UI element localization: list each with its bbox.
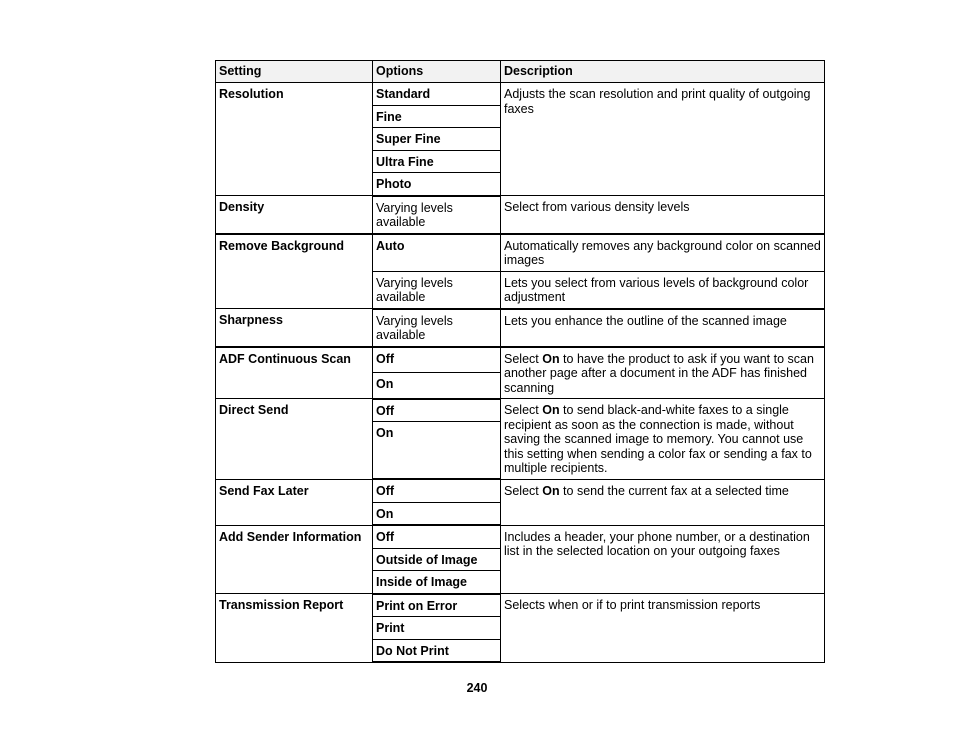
description-text: Select <box>504 483 543 498</box>
option-cell: Print on Error <box>373 594 501 617</box>
table-row <box>216 525 825 548</box>
setting-transmission-report: Transmission Report <box>216 594 373 663</box>
settings-table <box>215 60 825 663</box>
option-cell: Off <box>373 479 501 502</box>
page-number: 240 <box>466 681 488 695</box>
option-cell: Outside of Image <box>373 548 501 571</box>
option-cell: Ultra Fine <box>373 150 501 173</box>
option-cell: Standard <box>373 83 501 106</box>
description-transmission-report: Selects when or if to print transmission reports <box>501 594 825 663</box>
description-add-sender-information: Includes a header, your phone number, or a destination list in the selected location on your outgoing faxes <box>501 525 825 594</box>
option-cell: Varying levels available <box>373 271 501 309</box>
description-remove-background-levels: Lets you select from various levels of background color adjustment <box>501 271 825 309</box>
setting-add-sender-information: Add Sender Information <box>216 525 373 594</box>
description-text: to have the product to ask if you want to scan another page after a document in the ADF has finished scanning <box>504 351 814 395</box>
option-cell: Varying levels available <box>373 309 501 347</box>
setting-density: Density <box>216 196 373 234</box>
option-cell: On <box>373 502 501 525</box>
description-text: Select <box>504 351 543 366</box>
option-cell: Super Fine <box>373 128 501 151</box>
table-row <box>216 399 825 422</box>
option-cell: On <box>373 422 501 480</box>
setting-sharpness: Sharpness <box>216 309 373 347</box>
table-header-row <box>216 61 825 83</box>
option-cell: Photo <box>373 173 501 196</box>
setting-resolution: Resolution <box>216 83 373 196</box>
header-setting: Setting <box>216 61 373 83</box>
table-row <box>216 479 825 502</box>
option-cell: Print <box>373 617 501 640</box>
option-cell: Inside of Image <box>373 571 501 594</box>
table-row <box>216 83 825 106</box>
description-resolution: Adjusts the scan resolution and print quality of outgoing faxes <box>501 83 825 196</box>
description-remove-background-auto: Automatically removes any background color on scanned images <box>501 234 825 272</box>
description-send-fax-later <box>501 479 825 525</box>
setting-adf-continuous-scan: ADF Continuous Scan <box>216 347 373 399</box>
description-emphasis: On <box>542 403 560 417</box>
header-description: Description <box>501 61 825 83</box>
option-cell: On <box>373 373 501 399</box>
description-direct-send <box>501 399 825 480</box>
option-cell: Fine <box>373 105 501 128</box>
description-adf-continuous-scan <box>501 347 825 399</box>
description-sharpness: Lets you enhance the outline of the scanned image <box>501 309 825 347</box>
table-row <box>216 309 825 347</box>
setting-remove-background: Remove Background <box>216 234 373 309</box>
table-row <box>216 196 825 234</box>
description-text: to send black-and-white faxes to a single recipient as soon as the connection is made, without saving the scanned image to memory. You cannot use this setting when sending a color fax or sending a fax to multiple recipients. <box>504 403 812 475</box>
description-text: to send the current fax at a selected time <box>559 483 789 498</box>
description-emphasis: On <box>542 483 560 498</box>
description-density: Select from various density levels <box>501 196 825 234</box>
option-cell: Auto <box>373 234 501 272</box>
description-text: Select <box>504 403 543 417</box>
option-cell: Off <box>373 525 501 548</box>
table-row <box>216 347 825 373</box>
option-cell: Off <box>373 399 501 422</box>
setting-send-fax-later: Send Fax Later <box>216 479 373 525</box>
header-options: Options <box>373 61 501 83</box>
setting-direct-send: Direct Send <box>216 399 373 480</box>
table-row <box>216 594 825 617</box>
option-cell: Varying levels available <box>373 196 501 234</box>
option-cell: Off <box>373 347 501 373</box>
table-row <box>216 234 825 272</box>
description-emphasis: On <box>542 351 560 366</box>
option-cell: Do Not Print <box>373 639 501 662</box>
